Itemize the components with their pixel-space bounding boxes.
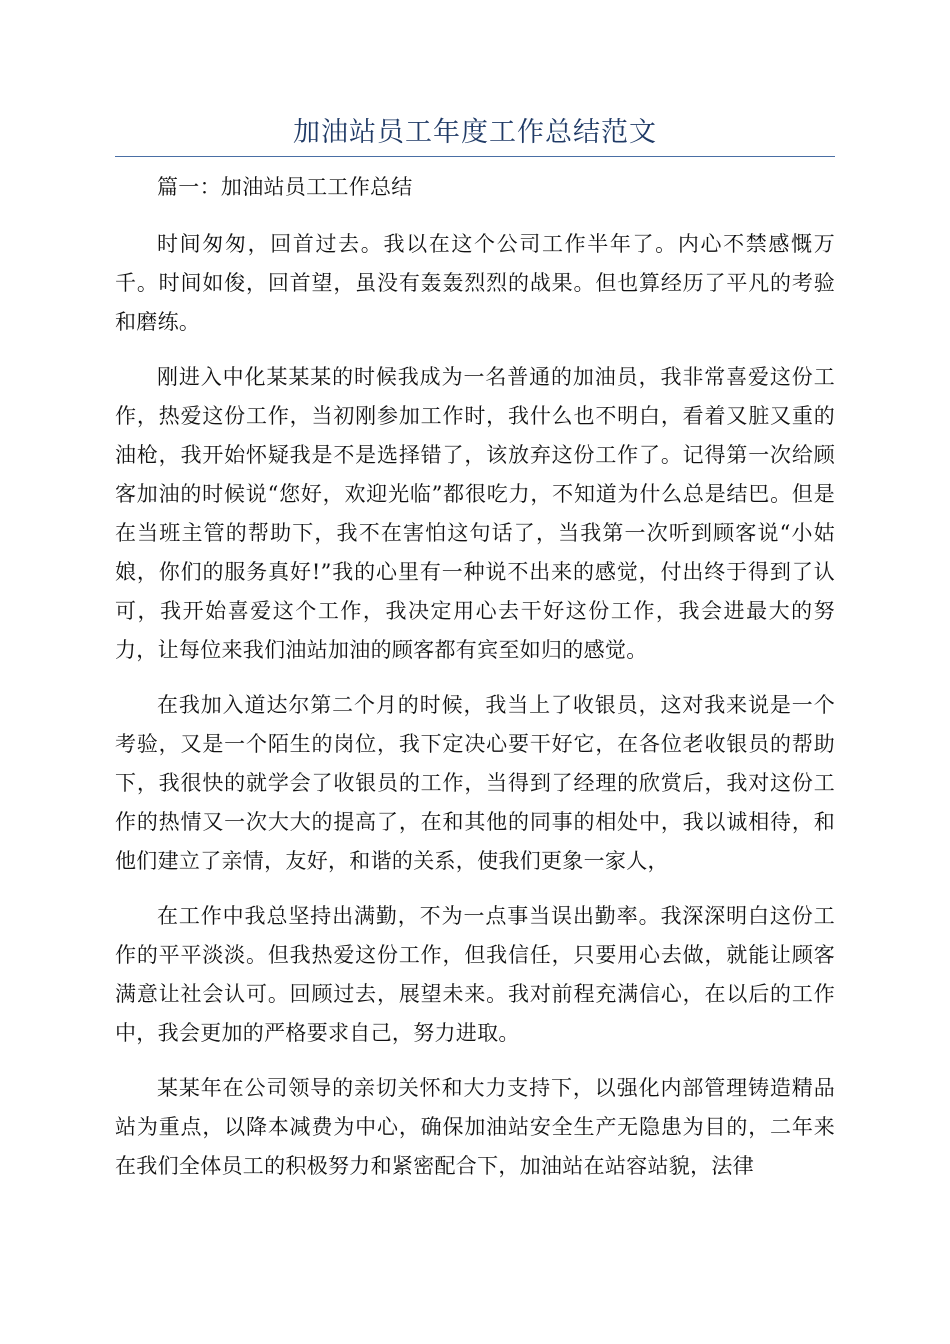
paragraph-1: 时间匆匆，回首过去。我以在这个公司工作半年了。内心不禁感慨万千。时间如俊，回首望，虽没有轰轰烈烈的战果。但也算经历了平凡的考验和磨练。 xyxy=(115,232,835,334)
title-underline xyxy=(115,110,835,157)
paragraph-3: 在我加入道达尔第二个月的时候，我当上了收银员，这对我来说是一个考验，又是一个陌生的岗位，我下定决心要干好它，在各位老收银员的帮助下，我很快的就学会了收银员的工作，当得到了经理的欣赏后，我对这份工作的热情又一次大大的提高了，在和其他的同事的相处中，我以诚相待，和他们建立了亲情，友好，和谐的关系，使我们更象一家人， xyxy=(115,693,835,873)
paragraph-5: 某某年在公司领导的亲切关怀和大力支持下，以强化内部管理铸造精品站为重点，以降本减费为中心，确保加油站安全生产无隐患为目的，二年来在我们全体员工的积极努力和紧密配合下，加油站在站容站貌，法律 xyxy=(115,1076,835,1178)
document-title: 加油站员工年度工作总结范文 xyxy=(293,117,657,148)
document-body xyxy=(115,168,835,1202)
section-heading: 篇一：加油站员工工作总结 xyxy=(157,175,413,199)
paragraph-4: 在工作中我总坚持出满勤，不为一点事当误出勤率。我深深明白这份工作的平平淡淡。但我热爱这份工作，但我信任，只要用心去做，就能让顾客满意让社会认可。回顾过去，展望未来。我对前程充满信心，在以后的工作中，我会更加的严格要求自己，努力进取。 xyxy=(115,904,835,1045)
paragraph-2: 刚进入中化某某某的时候我成为一名普通的加油员，我非常喜爱这份工作，热爱这份工作，当初刚参加工作时，我什么也不明白，看着又脏又重的油枪，我开始怀疑我是不是选择错了，该放弃这份工作了。记得第一次给顾客加油的时候说“您好，欢迎光临”都很吃力，不知道为什么总是结巴。但是在当班主管的帮助下，我不在害怕这句话了，当我第一次听到顾客说“小姑娘，你们的服务真好!”我的心里有一种说不出来的感觉，付出终于得到了认可，我开始喜爱这个工作，我决定用心去干好这份工作，我会进最大的努力，让每位来我们油站加油的顾客都有宾至如归的感觉。 xyxy=(115,365,835,662)
